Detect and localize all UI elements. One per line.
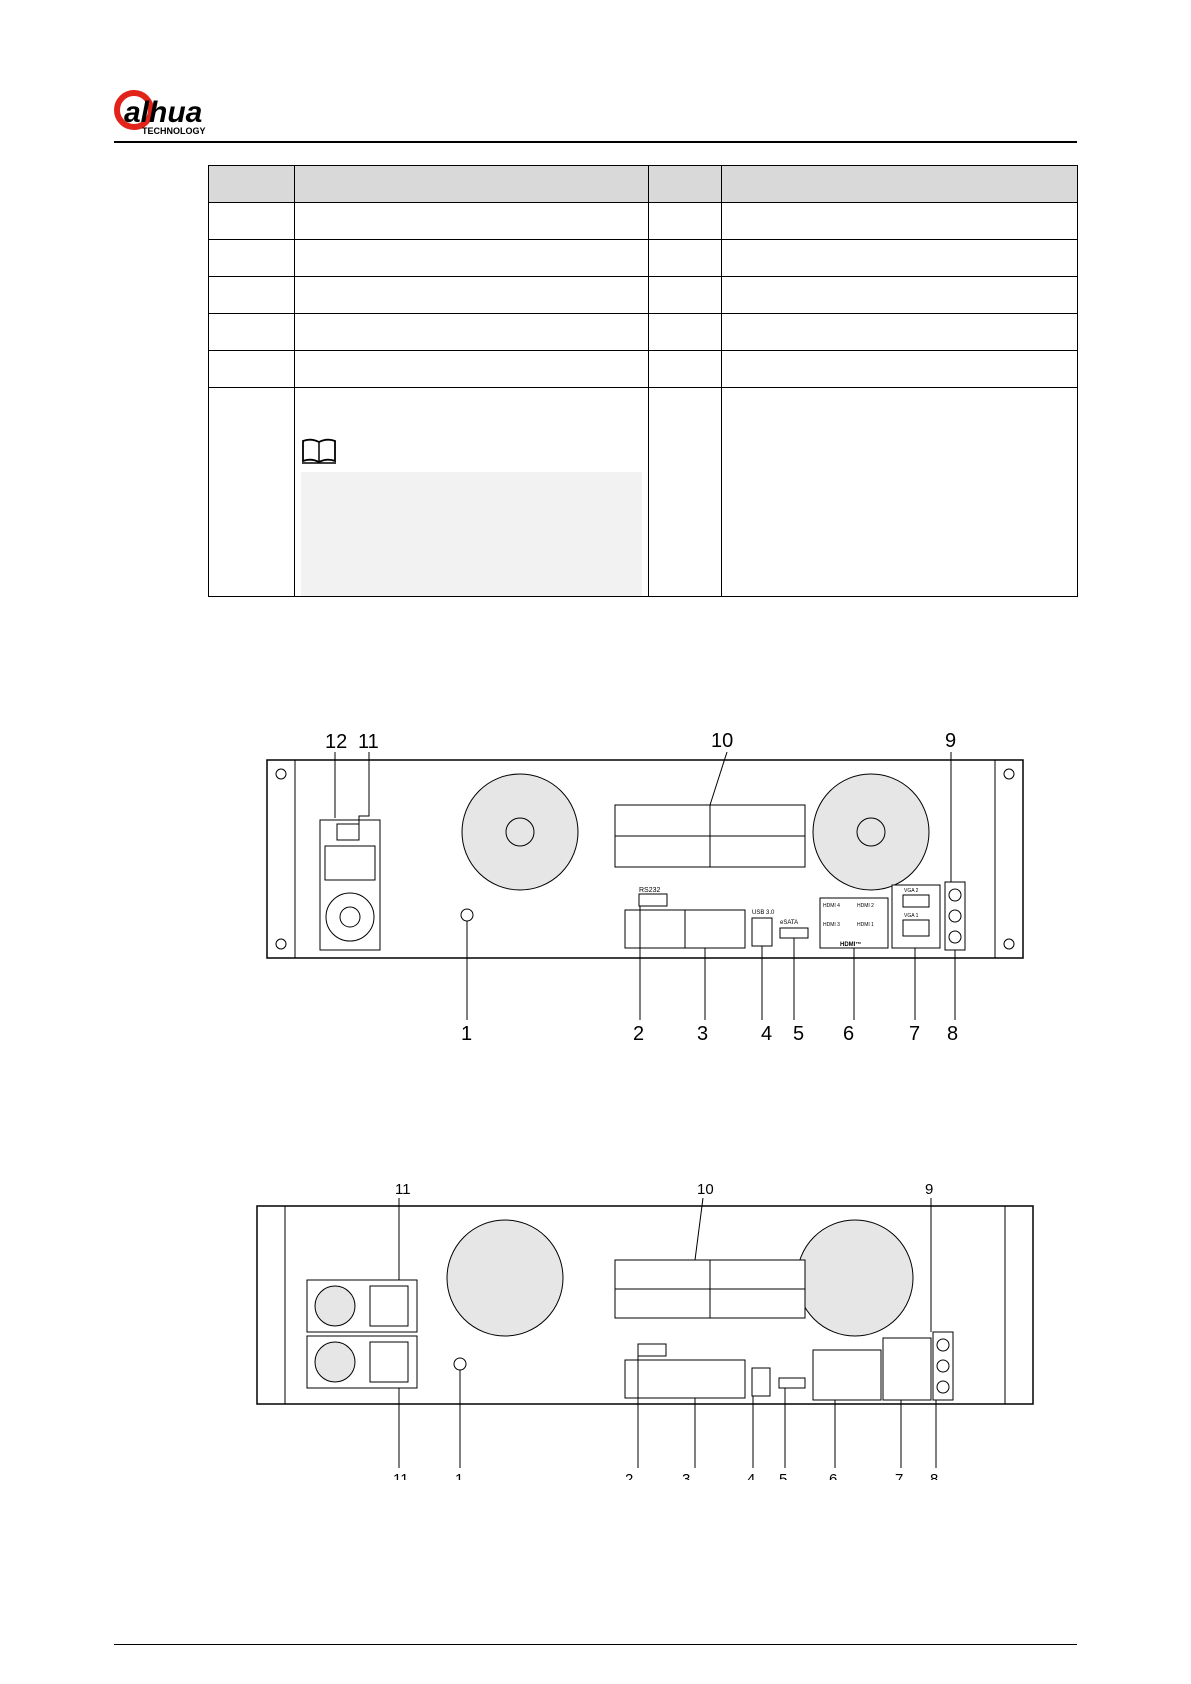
rs232-label: RS232: [639, 887, 661, 894]
table-cell: [722, 240, 1078, 277]
hdmi-logo: HDMI™: [840, 942, 862, 948]
table-cell: [722, 351, 1078, 388]
callout-1: 1: [461, 1023, 473, 1045]
table-row: [209, 388, 1078, 597]
hdmi4-label: HDMI 4: [823, 903, 840, 909]
audio-connectors: [945, 882, 965, 950]
callout-2: 2: [625, 1471, 634, 1480]
hdmi-block: [813, 1350, 881, 1400]
hdmi2-label: HDMI 2: [857, 903, 874, 909]
callout-10: 10: [711, 730, 734, 752]
footer-rule: [114, 1644, 1077, 1645]
callout-8: 8: [947, 1023, 959, 1045]
table-row: [209, 351, 1078, 388]
table-cell: [295, 203, 649, 240]
fan-left: [447, 1220, 563, 1336]
callout-6: 6: [843, 1023, 855, 1045]
table-cell: [295, 240, 649, 277]
network-ports: [625, 1360, 745, 1398]
callout-10: 10: [697, 1181, 714, 1198]
spec-table: [208, 165, 1078, 597]
table-cell: [722, 203, 1078, 240]
hdmi3-label: HDMI 3: [823, 922, 840, 928]
callout-9: 9: [945, 730, 957, 752]
table-cell: [295, 351, 649, 388]
table-row: [209, 314, 1078, 351]
rs232-port: [639, 894, 667, 906]
callout-9: 9: [925, 1181, 934, 1198]
dahua-logo: [112, 88, 272, 138]
table-cell: [209, 314, 295, 351]
logo-letter-a: alhua: [124, 96, 203, 129]
callout-12: 12: [325, 731, 348, 753]
table-header-cell: [649, 166, 722, 203]
table-cell: [649, 388, 722, 597]
table-cell: [722, 314, 1078, 351]
table-cell: [722, 388, 1078, 597]
rear-panel-figure-2: [255, 1180, 1035, 1480]
table-cell: [649, 203, 722, 240]
table-cell: [209, 203, 295, 240]
callout-3: 3: [697, 1023, 709, 1045]
rear-panel-figure-1: [255, 720, 1035, 1050]
table-header-cell: [722, 166, 1078, 203]
table-cell: [649, 314, 722, 351]
power-switch: [337, 824, 359, 840]
callout-3: 3: [682, 1471, 691, 1480]
callout-7: 7: [909, 1023, 921, 1045]
power-socket: [325, 846, 375, 880]
callout-8: 8: [930, 1471, 939, 1480]
usb-port: [752, 918, 772, 946]
callout-11-bottom: 11: [393, 1471, 409, 1480]
usb-port: [752, 1368, 770, 1396]
table-cell: [209, 240, 295, 277]
audio-connectors: [933, 1332, 953, 1400]
esata-port: [779, 1378, 805, 1388]
table-header-cell: [295, 166, 649, 203]
table-row: [209, 240, 1078, 277]
table-cell: [295, 277, 649, 314]
rs232-port: [638, 1344, 666, 1356]
table-row: [209, 277, 1078, 314]
hdmi1-label: HDMI 1: [857, 922, 874, 928]
fan-right: [797, 1220, 913, 1336]
callout-4: 4: [761, 1023, 773, 1045]
header-rule: [114, 141, 1077, 143]
esata-label: eSATA: [780, 920, 799, 926]
table-cell: [649, 240, 722, 277]
callout-6: 6: [829, 1471, 838, 1480]
vga-block: [883, 1338, 931, 1400]
table-cell: [295, 314, 649, 351]
fan-left: [462, 774, 578, 890]
callout-4: 4: [747, 1471, 756, 1480]
vga2-label: VGA 2: [904, 888, 919, 894]
table-cell: [209, 351, 295, 388]
vga1-label: VGA 1: [904, 913, 919, 919]
book-icon: [301, 438, 337, 464]
table-cell: [649, 351, 722, 388]
callout-5: 5: [779, 1471, 788, 1480]
table-cell: [209, 277, 295, 314]
callout-7: 7: [895, 1471, 904, 1480]
logo-subtext: TECHNOLOGY: [142, 126, 206, 136]
table-cell: [722, 277, 1078, 314]
callout-1: 1: [455, 1471, 464, 1480]
fan-right: [813, 774, 929, 890]
usb-label: USB 3.0: [752, 910, 775, 916]
note-box: [301, 472, 642, 596]
table-row: [209, 203, 1078, 240]
callout-5: 5: [793, 1023, 805, 1045]
callout-2: 2: [633, 1023, 645, 1045]
table-header-row: [209, 166, 1078, 203]
callout-11-top: 11: [395, 1181, 411, 1198]
esata-port: [780, 928, 808, 938]
table-cell-note: [295, 388, 649, 597]
table-cell: [649, 277, 722, 314]
table-header-cell: [209, 166, 295, 203]
table-cell: [209, 388, 295, 597]
callout-11: 11: [358, 731, 379, 753]
